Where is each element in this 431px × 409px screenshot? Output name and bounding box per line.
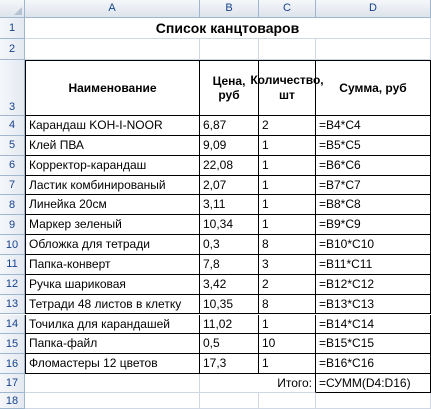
cell-d2[interactable] <box>316 39 431 60</box>
item-name-cell[interactable]: Линейка 20см <box>25 195 200 215</box>
item-qty-cell[interactable]: 1 <box>259 176 316 196</box>
item-sum-cell[interactable]: =B4*C4 <box>316 116 431 136</box>
row-header-5[interactable]: 5 <box>0 136 25 156</box>
item-qty-cell[interactable]: 1 <box>259 136 316 156</box>
item-price-cell[interactable]: 0,3 <box>200 235 259 255</box>
item-sum-cell[interactable]: =B16*C16 <box>316 354 431 374</box>
item-price-cell[interactable]: 10,34 <box>200 215 259 235</box>
item-qty-cell[interactable]: 2 <box>259 116 316 136</box>
select-all-icon <box>14 7 22 15</box>
item-price-cell[interactable]: 11,02 <box>200 315 259 335</box>
row-header-13[interactable]: 13 <box>0 295 25 315</box>
total-formula[interactable]: =СУММ(D4:D16) <box>316 374 431 393</box>
item-price-cell[interactable]: 2,07 <box>200 176 259 196</box>
column-header-a[interactable]: A <box>25 0 200 18</box>
column-header-b[interactable]: B <box>200 0 259 18</box>
row-header-17[interactable]: 17 <box>0 374 25 393</box>
item-qty-cell[interactable]: 1 <box>259 215 316 235</box>
item-name-cell[interactable]: Обложка для тетради <box>25 235 200 255</box>
row-header-16[interactable]: 16 <box>0 354 25 374</box>
item-price-cell[interactable]: 0,5 <box>200 334 259 354</box>
cell-a18[interactable] <box>25 393 200 409</box>
column-header-c[interactable]: C <box>259 0 316 18</box>
item-qty-cell[interactable]: 8 <box>259 295 316 315</box>
item-name-cell[interactable]: Карандаш KOH-I-NOOR <box>25 116 200 136</box>
cell-c18[interactable] <box>259 393 316 409</box>
item-name-cell[interactable]: Точилка для карандашей <box>25 315 200 335</box>
item-price-cell[interactable]: 17,3 <box>200 354 259 374</box>
item-qty-cell[interactable]: 1 <box>259 315 316 335</box>
item-sum-cell[interactable]: =B8*C8 <box>316 195 431 215</box>
item-name-cell[interactable]: Тетради 48 листов в клетку <box>25 295 200 315</box>
row-header-12[interactable]: 12 <box>0 275 25 295</box>
row-header-7[interactable]: 7 <box>0 176 25 196</box>
item-name-cell[interactable]: Папка-конверт <box>25 255 200 275</box>
item-sum-cell[interactable]: =B6*C6 <box>316 156 431 176</box>
column-header-d[interactable]: D <box>316 0 431 18</box>
cell-a2[interactable] <box>25 39 200 60</box>
cell-c2[interactable] <box>259 39 316 60</box>
item-qty-cell[interactable]: 1 <box>259 195 316 215</box>
row-header-2[interactable]: 2 <box>0 39 25 60</box>
item-sum-cell[interactable]: =B11*C11 <box>316 255 431 275</box>
row-header-11[interactable]: 11 <box>0 255 25 275</box>
sheet-title[interactable]: Список канцтоваров <box>25 18 431 39</box>
header-name[interactable]: Наименование <box>25 60 200 116</box>
item-price-cell[interactable]: 7,8 <box>200 255 259 275</box>
item-name-cell[interactable]: Маркер зеленый <box>25 215 200 235</box>
item-price-cell[interactable]: 6,87 <box>200 116 259 136</box>
item-sum-cell[interactable]: =B12*C12 <box>316 275 431 295</box>
header-price[interactable]: Цена, руб <box>200 60 259 116</box>
item-name-cell[interactable]: Корректор-карандаш <box>25 156 200 176</box>
row-header-18[interactable]: 18 <box>0 393 25 409</box>
row-header-8[interactable]: 8 <box>0 195 25 215</box>
row-header-1[interactable]: 1 <box>0 18 25 39</box>
row-header-4[interactable]: 4 <box>0 116 25 136</box>
cell-a17[interactable] <box>25 374 200 393</box>
item-name-cell[interactable]: Клей ПВА <box>25 136 200 156</box>
item-qty-cell[interactable]: 2 <box>259 275 316 295</box>
row-header-9[interactable]: 9 <box>0 215 25 235</box>
item-qty-cell[interactable]: 1 <box>259 354 316 374</box>
row-header-6[interactable]: 6 <box>0 156 25 176</box>
item-price-cell[interactable]: 3,42 <box>200 275 259 295</box>
item-price-cell[interactable]: 9,09 <box>200 136 259 156</box>
cell-b18[interactable] <box>200 393 259 409</box>
item-name-cell[interactable]: Ластик комбинированый <box>25 176 200 196</box>
row-header-14[interactable]: 14 <box>0 315 25 335</box>
header-qty[interactable]: Количество, шт <box>259 60 316 116</box>
item-name-cell[interactable]: Ручка шариковая <box>25 275 200 295</box>
item-price-cell[interactable]: 22,08 <box>200 156 259 176</box>
select-all-corner[interactable] <box>0 0 25 18</box>
item-price-cell[interactable]: 10,35 <box>200 295 259 315</box>
item-name-cell[interactable]: Фломастеры 12 цветов <box>25 354 200 374</box>
item-qty-cell[interactable]: 1 <box>259 156 316 176</box>
row-header-10[interactable]: 10 <box>0 235 25 255</box>
item-name-cell[interactable]: Папка-файл <box>25 334 200 354</box>
item-price-cell[interactable]: 3,11 <box>200 195 259 215</box>
item-sum-cell[interactable]: =B9*C9 <box>316 215 431 235</box>
item-qty-cell[interactable]: 10 <box>259 334 316 354</box>
item-sum-cell[interactable]: =B7*C7 <box>316 176 431 196</box>
header-sum[interactable]: Сумма, руб <box>316 60 431 116</box>
item-sum-cell[interactable]: =B13*C13 <box>316 295 431 315</box>
cell-b2[interactable] <box>200 39 259 60</box>
item-sum-cell[interactable]: =B15*C15 <box>316 334 431 354</box>
item-sum-cell[interactable]: =B14*C14 <box>316 315 431 335</box>
item-sum-cell[interactable]: =B10*C10 <box>316 235 431 255</box>
row-header-15[interactable]: 15 <box>0 334 25 354</box>
item-sum-cell[interactable]: =B5*C5 <box>316 136 431 156</box>
cell-d18[interactable] <box>316 393 431 409</box>
item-qty-cell[interactable]: 8 <box>259 235 316 255</box>
total-label[interactable]: Итого: <box>200 374 316 393</box>
item-qty-cell[interactable]: 3 <box>259 255 316 275</box>
row-header-3[interactable]: 3 <box>0 60 25 116</box>
